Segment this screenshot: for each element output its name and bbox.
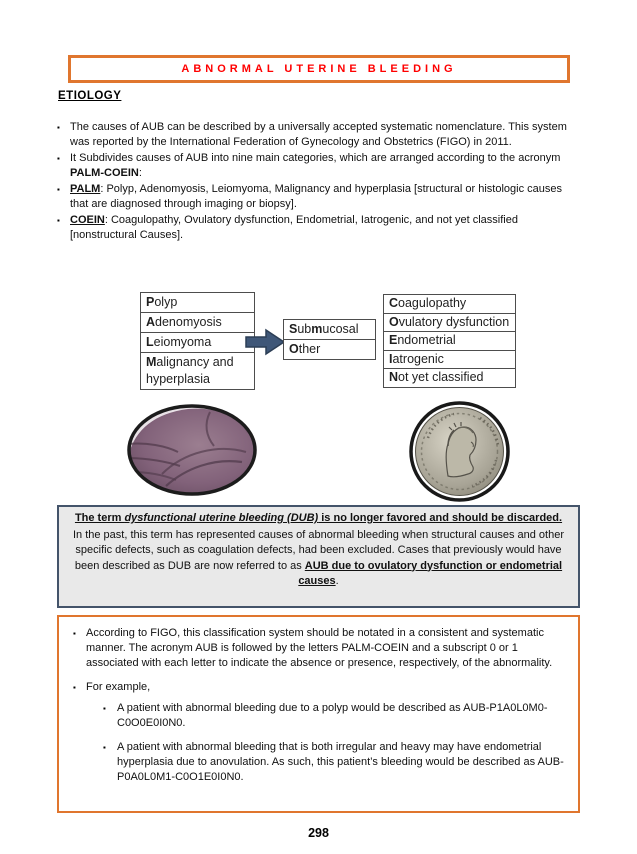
- bullet-text: PALM: Polyp, Adenomyosis, Leiomyoma, Malignancy and hyperplasia [structural or histologic causes that are diagnosed through imaging or biopsy].: [70, 183, 562, 210]
- example-sub-list: [103, 701, 564, 785]
- category-row: Submucosal: [289, 322, 359, 336]
- bullet-text: COEIN: Coagulopathy, Ovulatory dysfunction, Endometrial, Iatrogenic, and not yet classified [nonstructural Causes].: [70, 214, 518, 241]
- bullet-square-icon: ▪: [57, 123, 60, 132]
- palm-table-row: Leiomyoma: [141, 332, 254, 352]
- submucosal-other-table: [283, 319, 376, 360]
- category-row: Other: [284, 339, 375, 359]
- palm-coein-diagram: [57, 292, 580, 394]
- figo-notation-box: [57, 615, 580, 813]
- coein-table-row: Coagulopathy: [389, 296, 467, 310]
- etiology-bullet-list: [57, 120, 578, 244]
- sub-bullet-item: [103, 701, 564, 731]
- bullet-square-icon: ▪: [73, 629, 76, 638]
- bullet-item: [73, 680, 564, 695]
- bullet-item: [73, 626, 564, 671]
- sub-bullet-text: A patient with abnormal bleeding due to a polyp would be described as AUB-P1A0L0M0-C0O0E0I0N0.: [117, 702, 548, 729]
- section-heading-etiology: ETIOLOGY: [58, 90, 122, 102]
- bullet-text: The causes of AUB can be described by a universally accepted systematic nomenclature. This system was reported by the International Federation of Gynecology and Obstetrics (FIGO) in 2011.: [70, 121, 567, 148]
- bullet-item: [57, 182, 578, 212]
- ancient-coin-photo: [408, 400, 511, 508]
- dub-note-title: The term dysfunctional uterine bleeding (DUB) is no longer favored and should be discarded.: [74, 512, 563, 524]
- coein-table-row: Iatrogenic: [384, 350, 515, 369]
- page-title: ABNORMAL UTERINE BLEEDING: [181, 63, 457, 75]
- bullet-text: According to FIGO, this classification system should be notated in a consistent and systematic manner. The acronym AUB is followed by the letters PALM-COEIN and a subscript 0 or 1 associated with each letter to indicate the absence or presence, respectively, of the abnormality.: [86, 627, 553, 669]
- bullet-item: [57, 213, 578, 243]
- bullet-item: [57, 151, 578, 181]
- bullet-square-icon: ▪: [57, 154, 60, 163]
- palm-table: [140, 292, 255, 390]
- palm-table-row: Malignancy and hyperplasia: [141, 352, 254, 389]
- bullet-square-icon: ▪: [57, 185, 60, 194]
- palm-hand-photo: [126, 402, 259, 503]
- coein-table-row: Endometrial: [384, 331, 515, 350]
- bullet-square-icon: ▪: [103, 704, 106, 713]
- coein-table-row: Not yet classified: [384, 368, 515, 387]
- bullet-square-icon: ▪: [103, 743, 106, 752]
- dub-note-body: In the past, this term has represented causes of abnormal bleeding when structural causes and other specific defects, such as coagulation defects, had been excluded. Cases that previously would have been described as DUB are now referred to as AUB due to ovulatory dysfunction or endometrial causes.: [72, 528, 564, 587]
- page-number: 298: [308, 826, 329, 840]
- bullet-square-icon: ▪: [57, 216, 60, 225]
- palm-table-row: Polyp: [146, 295, 178, 309]
- dub-note-box: [57, 505, 580, 608]
- right-arrow-icon: [245, 328, 285, 356]
- bullet-item: [57, 120, 578, 150]
- sub-bullet-text: A patient with abnormal bleeding that is both irregular and heavy may have endometrial hyperplasia due to anovulation. As such, this patient’s bleeding would be described as AUB- P0A0L0M1-C0O1E0I0N0.: [117, 741, 564, 783]
- sub-bullet-item: [103, 740, 564, 785]
- page-title-banner: [68, 55, 570, 83]
- mnemonic-photos: [57, 398, 580, 506]
- palm-table-row: Adenomyosis: [141, 312, 254, 332]
- bullet-text: For example,: [86, 681, 151, 693]
- bullet-square-icon: ▪: [73, 683, 76, 692]
- bullet-text: It Subdivides causes of AUB into nine main categories, which are arranged according to the acronym PALM-COEIN:: [70, 152, 561, 179]
- coein-table-row: Ovulatory dysfunction: [384, 313, 515, 332]
- coein-table: [383, 294, 516, 388]
